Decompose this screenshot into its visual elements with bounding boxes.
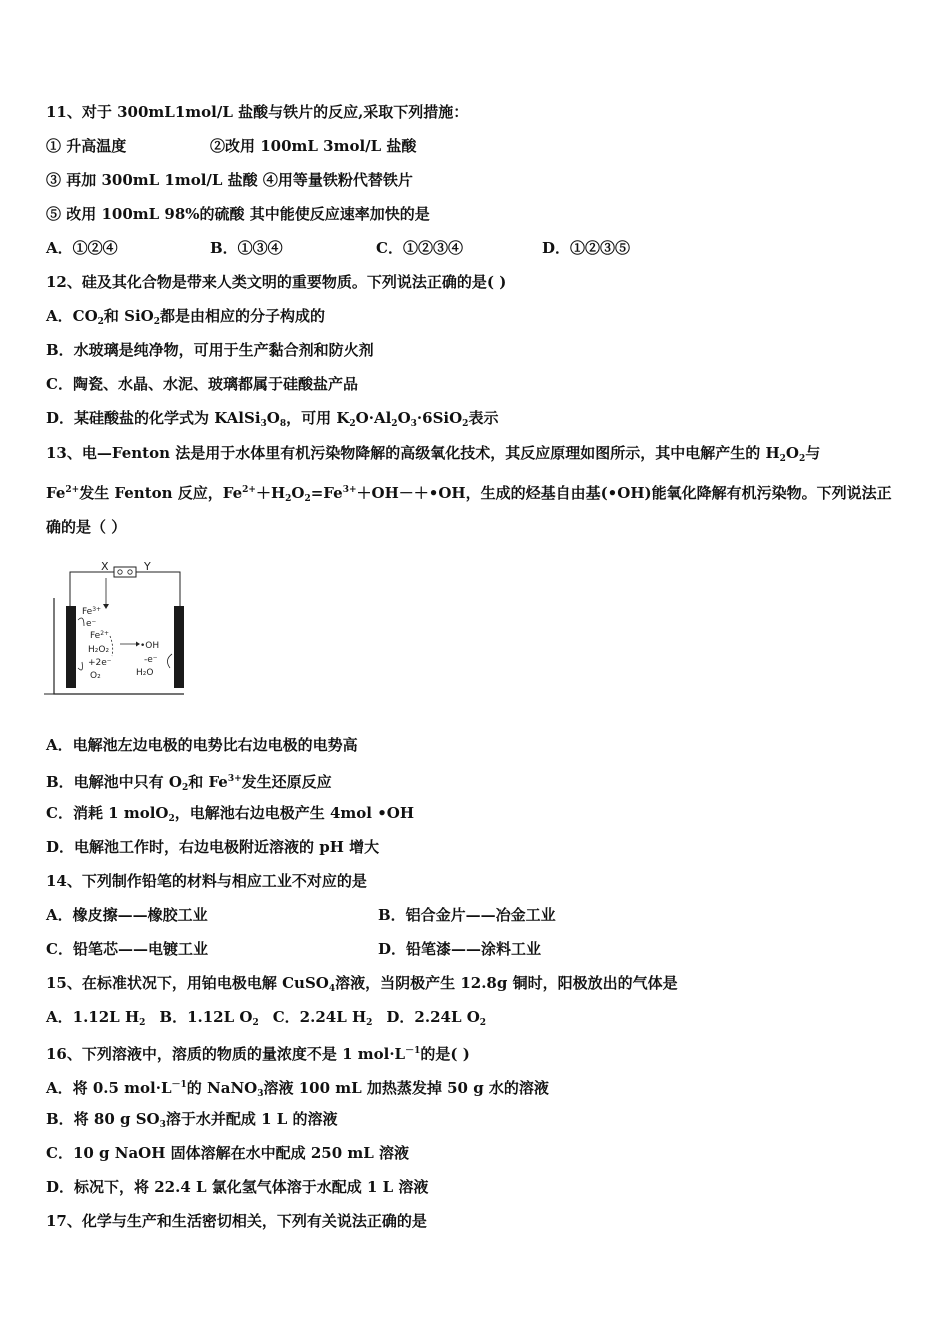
curved-arrow-icon <box>167 654 172 668</box>
q15-option-a: A．1.12L $H_2$ <box>46 1008 146 1028</box>
q11-measure-2: ②改用 100mL 3mol/L 盐酸 <box>210 137 417 155</box>
electron-label: e⁻ <box>86 619 97 629</box>
q16-option-b: B．将 80 g $SO_3$溶于水并配成 1 L 的溶液 <box>46 1110 338 1130</box>
q11-option-b: B．①③④ <box>210 239 283 257</box>
q14-option-b: B．铝合金片——冶金工业 <box>378 906 556 924</box>
q13-option-a: A．电解池左边电极的电势比右边电极的电势高 <box>46 736 358 754</box>
q15-option-c: C．2.24L $H_2$ <box>272 1008 373 1028</box>
q15-stem: 15、在标准状况下，用铂电极电解 CuSO$_4$溶液，当阴极产生 12.8g 铜时，阳极放出的气体是 <box>46 974 678 994</box>
h2o-label: H₂O <box>136 668 154 678</box>
q12-stem: 12、硅及其化合物是带来人类文明的重要物质。下列说法正确的是( ) <box>46 273 507 291</box>
q12-option-b: B．水玻璃是纯净物，可用于生产黏合剂和防火剂 <box>46 341 374 359</box>
q12-option-c: C．陶瓷、水晶、水泥、玻璃都属于硅酸盐产品 <box>46 375 358 393</box>
q13-stem-line-2: $Fe^{2+}$发生 Fenton 反应，$Fe^{2+}+H_2O_2=Fe^{3+}+OH-+•OH$，生成的烃基自由基(•OH)能氧化降解有机污染物。下列说法正 <box>46 484 892 504</box>
o2-label: O₂ <box>90 671 101 681</box>
wire-left <box>70 572 114 608</box>
right-electrode <box>174 606 184 688</box>
q14-option-d: D．铅笔漆——涂料工业 <box>378 940 542 958</box>
q11-measure-1: ① 升高温度 <box>46 137 127 155</box>
wire-right <box>136 572 180 608</box>
q12-option-a: A．$CO_2$和 SiO$_2$都是由相应的分子构成的 <box>46 307 326 327</box>
q16-option-d: D．标况下，将 22.4 L 氯化氢气体溶于水配成 1 L 溶液 <box>46 1178 429 1196</box>
oh-radical-label: •OH <box>140 641 160 651</box>
q11-option-a: A．①②④ <box>46 239 118 257</box>
q11-option-d: D．①②③⑤ <box>542 239 631 257</box>
curved-arrow-icon <box>78 618 84 626</box>
label-y: Y <box>144 560 151 573</box>
electrolysis-cell-diagram <box>44 556 184 701</box>
q11-measure-5: ⑤ 改用 100mL 98%的硫酸 其中能使反应速率加快的是 <box>46 205 430 223</box>
fe2-label: $Fe^{2+}$ <box>90 630 110 641</box>
dashed-arrow-icon <box>110 636 113 656</box>
plus-2e-label: +2e⁻ <box>88 658 112 668</box>
q13-option-b: B．电解池中只有 $O_2$和 $Fe^{3+}$发生还原反应 <box>46 773 332 793</box>
q11-option-c: C．①②③④ <box>376 239 463 257</box>
q15-option-b: B．1.12L $O_2$ <box>159 1008 259 1028</box>
q16-option-a: A．将 0.5 $mol\cdot L^{-1}$的 NaNO$_3$溶液 100 mL 加热蒸发掉 50 g 水的溶液 <box>46 1079 549 1099</box>
curved-arrow-icon <box>78 662 83 670</box>
q13-option-d: D．电解池工作时，右边电极附近溶液的 pH 增大 <box>46 838 380 856</box>
fe3-label: $Fe^{3+}$ <box>82 606 102 617</box>
q14-option-a: A．橡皮擦——橡胶工业 <box>46 906 208 924</box>
q11-stem: 11、对于 300mL1mol/L 盐酸与铁片的反应,采取下列措施： <box>46 103 469 121</box>
power-supply <box>114 567 136 577</box>
q12-option-d: D．某硅酸盐的化学式为 $KAlSi_3O_8$，可用 $K_2O\cdot Al_2O_3\cdot 6SiO_2$表示 <box>46 409 499 429</box>
q13-stem-line-3: 确的是（ ） <box>46 518 127 536</box>
q13-option-c: C．消耗 1 molO$_2$，电解池右边电极产生 4mol •OH <box>46 804 415 824</box>
q14-stem: 14、下列制作铅笔的材料与相应工业不对应的是 <box>46 872 367 890</box>
q13-stem-line-1: 13、电—Fenton 法是用于水体里有机污染物降解的高级氧化技术，其反应原理如图所示，其中电解产生的 $H_2O_2$与 <box>46 444 821 464</box>
q17-stem: 17、化学与生产和生活密切相关，下列有关说法正确的是 <box>46 1212 427 1230</box>
left-electrode <box>66 606 76 688</box>
q14-option-c: C．铅笔芯——电镀工业 <box>46 940 208 958</box>
q11-measure-3-4: ③ 再加 300mL 1mol/L 盐酸 ④用等量铁粉代替铁片 <box>46 171 413 189</box>
q15-options <box>46 1007 486 1033</box>
q15-option-d: D．2.24L $O_2$ <box>386 1008 487 1028</box>
label-x: X <box>101 560 109 573</box>
arrowhead-icon <box>103 604 109 609</box>
minus-e-label: -e⁻ <box>144 655 158 665</box>
q16-stem: 16、下列溶液中，溶质的物质的量浓度不是 1 $mol\cdot L^{-1}$的是( ) <box>46 1045 470 1063</box>
h2o2-label: H₂O₂ <box>88 645 110 655</box>
q16-option-c: C．10 g NaOH 固体溶解在水中配成 250 mL 溶液 <box>46 1144 410 1162</box>
